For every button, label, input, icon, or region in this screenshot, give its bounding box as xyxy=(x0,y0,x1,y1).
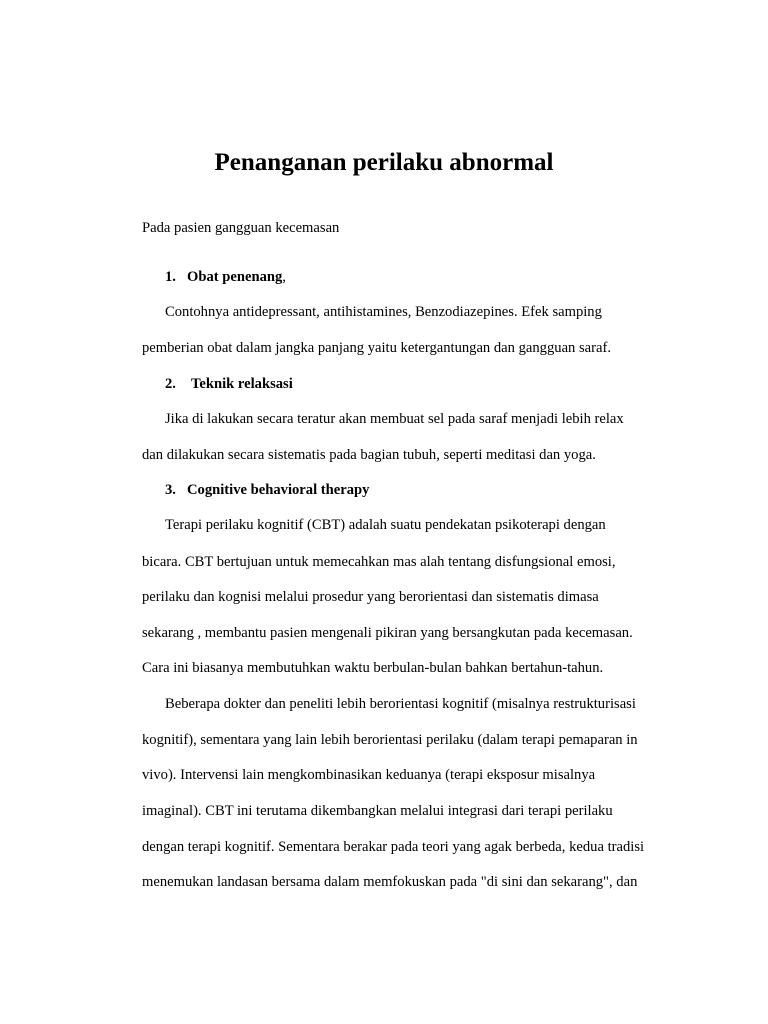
section-2-line-2: dan dilakukan secara sistematis pada bagian tubuh, seperti meditasi dan yoga. xyxy=(142,447,596,463)
section-3-line-2: bicara. CBT bertujuan untuk memecahkan mas alah tentang disfungsional emosi, xyxy=(142,554,616,570)
section-1-line-2: pemberian obat dalam jangka panjang yaitu ketergantungan dan gangguan saraf. xyxy=(142,340,611,356)
section-3-line-3: perilaku dan kognisi melalui prosedur yang berorientasi dan sistematis dimasa xyxy=(142,589,599,605)
section-3-line-8: vivo). Intervensi lain mengkombinasikan keduanya (terapi eksposur misalnya xyxy=(142,767,596,783)
section-1-title: Obat penenang xyxy=(187,269,283,285)
section-2-title: Teknik relaksasi xyxy=(191,376,293,392)
section-3-line-7: kognitif), sementara yang lain lebih berorientasi perilaku (dalam terapi pemaparan in xyxy=(142,732,638,748)
section-3-title: Cognitive behavioral therapy xyxy=(187,482,370,498)
section-2-heading xyxy=(165,375,293,393)
section-3-line-1: Terapi perilaku kognitif (CBT) adalah suatu pendekatan psikoterapi dengan xyxy=(165,517,606,533)
section-3-number: 3. xyxy=(165,482,176,498)
section-3-line-4: sekarang , membantu pasien mengenali pikiran yang bersangkutan pada kecemasan. xyxy=(142,625,633,641)
section-1-number: 1. xyxy=(165,269,176,285)
section-3-line-9: imaginal). CBT ini terutama dikembangkan melalui integrasi dari terapi perilaku xyxy=(142,803,613,819)
section-3-line-5: Cara ini biasanya membutuhkan waktu berbulan-bulan bahkan bertahun-tahun. xyxy=(142,660,604,676)
section-1-heading xyxy=(165,268,286,286)
section-2-line-1: Jika di lakukan secara teratur akan membuat sel pada saraf menjadi lebih relax xyxy=(165,411,624,427)
page-title: Penanganan perilaku abnormal xyxy=(214,149,554,176)
section-3-line-10: dengan terapi kognitif. Sementara berakar pada teori yang agak berbeda, kedua tradisi xyxy=(142,839,645,855)
section-3-heading xyxy=(165,481,369,499)
section-1-title-suffix: , xyxy=(282,269,286,285)
section-3-line-6: Beberapa dokter dan peneliti lebih berorientasi kognitif (misalnya restrukturisasi xyxy=(165,696,636,712)
section-2-number: 2. xyxy=(165,376,176,392)
intro-text: Pada pasien gangguan kecemasan xyxy=(142,220,340,236)
section-1-line-1: Contohnya antidepressant, antihistamines, Benzodiazepines. Efek samping xyxy=(165,304,602,320)
section-3-line-11: menemukan landasan bersama dalam memfokuskan pada "di sini dan sekarang", dan xyxy=(142,874,638,890)
